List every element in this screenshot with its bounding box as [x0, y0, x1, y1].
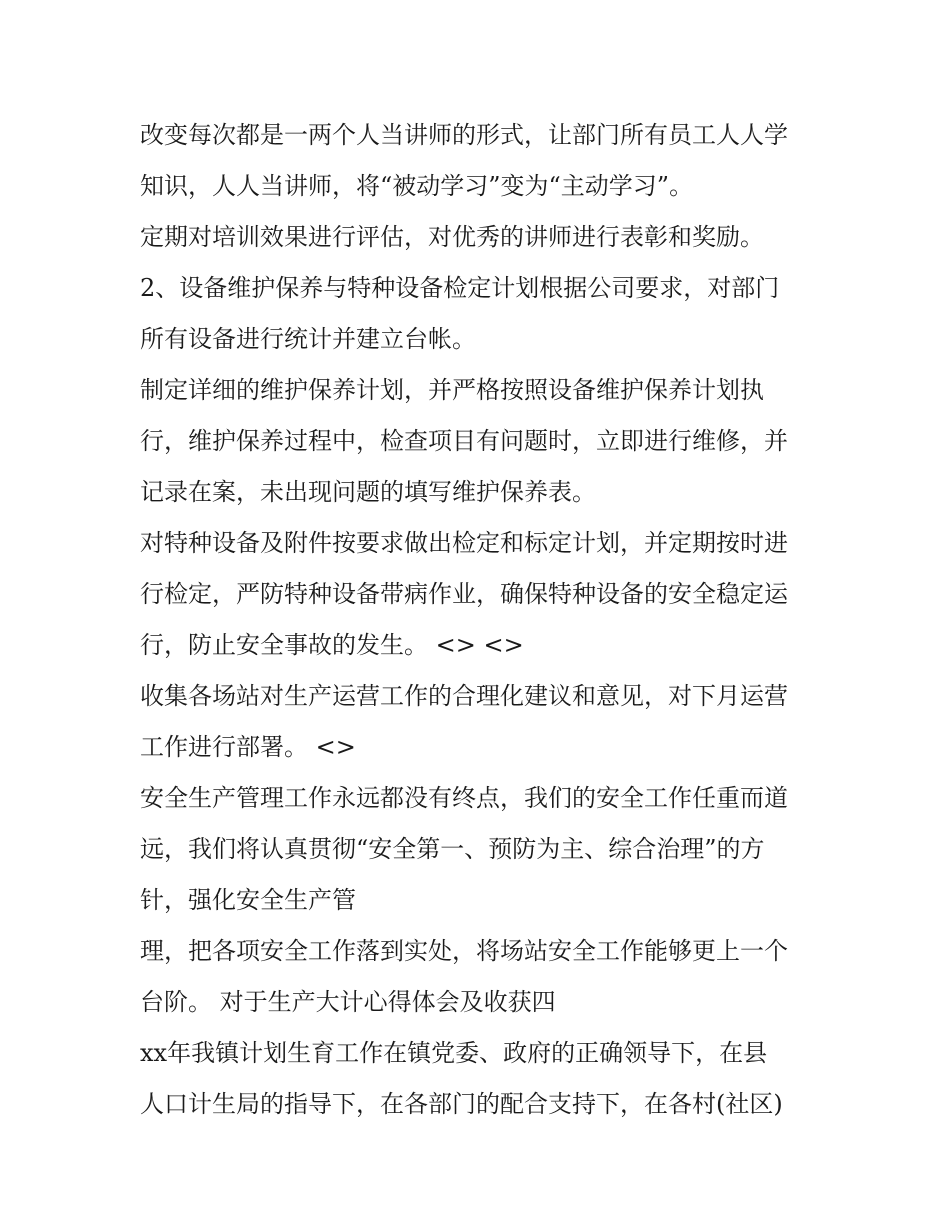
text-line: 行，防止安全事故的发生。 <> <>	[140, 631, 524, 659]
text-line: 2、设备维护保养与特种设备检定计划根据公司要求，对部门	[140, 274, 780, 302]
text-line: 对特种设备及附件按要求做出检定和标定计划，并定期按时进	[140, 529, 788, 557]
text-line: xx年我镇计划生育工作在镇党委、政府的正确领导下，在县	[140, 1039, 768, 1067]
text-line: 记录在案，未出现问题的填写维护保养表。	[140, 478, 596, 506]
text-line: 改变每次都是一两个人当讲师的形式，让部门所有员工人人学	[140, 121, 788, 149]
text-line: 针，强化安全生产管	[140, 886, 356, 914]
text-line: 定期对培训效果进行评估，对优秀的讲师进行表彰和奖励。	[140, 223, 764, 251]
text-line: 人口计生局的指导下，在各部门的配合支持下，在各村(社区)	[140, 1090, 783, 1118]
text-line: 所有设备进行统计并建立台帐。	[140, 325, 476, 353]
text-line: 知识，人人当讲师，将“被动学习”变为“主动学习”。	[140, 172, 694, 200]
text-line: 行检定，严防特种设备带病作业，确保特种设备的安全稳定运	[140, 580, 788, 608]
text-line: 远，我们将认真贯彻“安全第一、预防为主、综合治理”的方	[140, 835, 765, 863]
text-line: 工作进行部署。 <>	[140, 733, 356, 761]
text-line: 行，维护保养过程中，检查项目有问题时，立即进行维修，并	[140, 427, 788, 455]
text-line: 制定详细的维护保养计划，并严格按照设备维护保养计划执	[140, 376, 764, 404]
text-line: 理，把各项安全工作落到实处，将场站安全工作能够更上一个	[140, 937, 788, 965]
text-line: 台阶。 对于生产大计心得体会及收获四	[140, 988, 556, 1016]
text-line: 收集各场站对生产运营工作的合理化建议和意见，对下月运营	[140, 682, 788, 710]
document-body	[140, 110, 830, 1130]
text-line: 安全生产管理工作永远都没有终点，我们的安全工作任重而道	[140, 784, 788, 812]
